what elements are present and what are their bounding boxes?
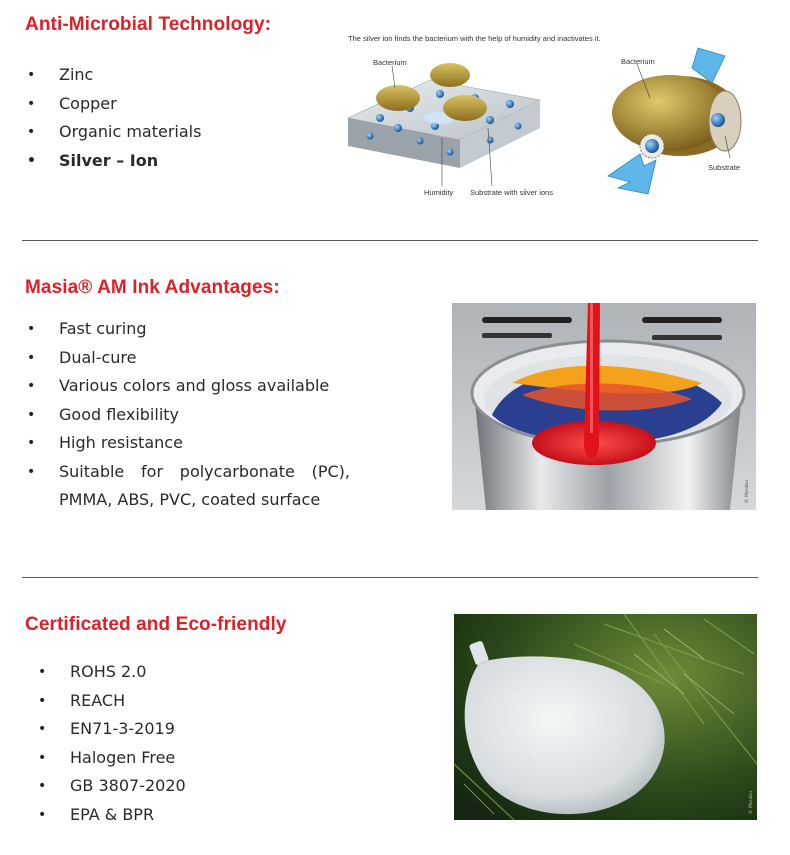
label-humidity: Humidity [424, 188, 454, 197]
list-item: • High resistance [27, 429, 350, 458]
list-item: • Copper [27, 90, 201, 119]
label-substrate: Substrate [708, 163, 741, 172]
list-item: • Organic materials [27, 118, 201, 147]
advantages-list [27, 315, 350, 515]
silver-ion-diagram [340, 28, 780, 208]
list-item: • Fast curing [27, 315, 350, 344]
list-item: • Silver – Ion [27, 147, 201, 176]
section-heading-certificated: Certificated and Eco-friendly [25, 614, 287, 635]
photo-credit: © Marabu [745, 480, 750, 503]
list-item: • EN71-3-2019 [38, 715, 186, 744]
list-item: • Various colors and gloss available [27, 372, 350, 401]
list-item: • Good flexibility [27, 401, 350, 430]
list-item: • ROHS 2.0 [38, 658, 186, 687]
ornament-photo [454, 614, 757, 820]
section-divider [22, 577, 758, 578]
list-item: • Zinc [27, 61, 201, 90]
section-heading-advantages: Masia® AM Ink Advantages: [25, 277, 280, 298]
certifications-list [38, 658, 186, 829]
label-bacterium-right: Bacterium [621, 57, 655, 66]
label-substrate-ions: Substrate with silver ions [470, 188, 553, 197]
list-item: • Halogen Free [38, 744, 186, 773]
section-heading-antimicrobial: Anti-Microbial Technology: [25, 14, 272, 35]
antimicrobial-list [27, 61, 201, 175]
list-item: • REACH [38, 687, 186, 716]
list-item: • EPA & BPR [38, 801, 186, 830]
photo-credit: © Marabu [749, 791, 754, 814]
diagram-caption: The silver ion finds the bacterium with the help of humidity and inactivates it. [348, 34, 601, 43]
ink-can-photo [452, 303, 756, 510]
list-item: • Dual-cure [27, 344, 350, 373]
label-bacterium-left: Bacterium [373, 58, 407, 67]
list-item: • GB 3807-2020 [38, 772, 186, 801]
section-divider [22, 240, 758, 241]
list-item: • Suitable for polycarbonate (PC), PMMA, ABS, PVC, coated surface [27, 458, 350, 515]
